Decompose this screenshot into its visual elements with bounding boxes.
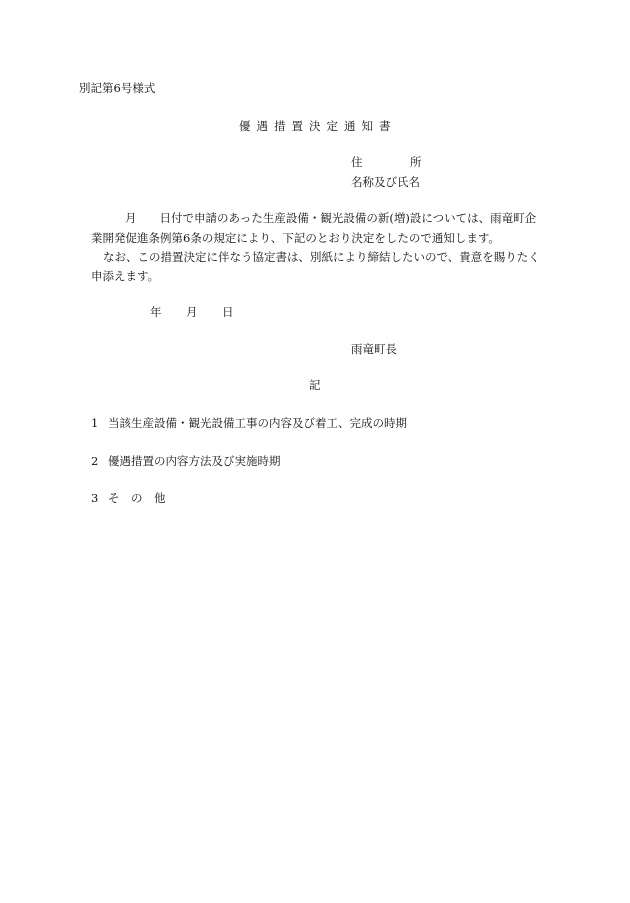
form-label: 別記第6号様式: [79, 81, 156, 95]
sender-name: 雨竜町長: [351, 342, 397, 356]
date-day: 日: [222, 305, 234, 319]
body-paragraph-2-line-1: なお、この措置決定に伴なう協定書は、別紙により締結したいので、貴意を賜りたく: [103, 250, 540, 264]
item-3-number: 3: [91, 491, 99, 505]
document-title: 優遇措置決定通知書: [239, 119, 397, 133]
body-paragraph-1-line-2: 業開発促進条例第6条の規定により、下記のとおり決定をしたので通知します。: [91, 231, 500, 245]
address-label-2: 所: [410, 155, 422, 169]
date-year: 年: [150, 305, 162, 319]
date-month: 月: [186, 305, 198, 319]
body-paragraph-1-line-1: 月 日付で申請のあった生産設備・観光設備の新(増)設については、雨竜町企: [125, 211, 537, 225]
ki-heading: 記: [309, 378, 321, 392]
item-1-number: 1: [91, 416, 99, 430]
name-label: 名称及び氏名: [351, 175, 420, 189]
item-1-text: 当該生産設備・観光設備工事の内容及び着工、完成の時期: [108, 416, 407, 430]
item-2-number: 2: [91, 454, 99, 468]
item-2-text: 優遇措置の内容方法及び実施時期: [108, 454, 281, 468]
body-paragraph-2-line-2: 申添えます。: [91, 269, 160, 283]
address-label-1: 住: [351, 155, 363, 169]
item-3-text: そ の 他: [108, 491, 166, 505]
